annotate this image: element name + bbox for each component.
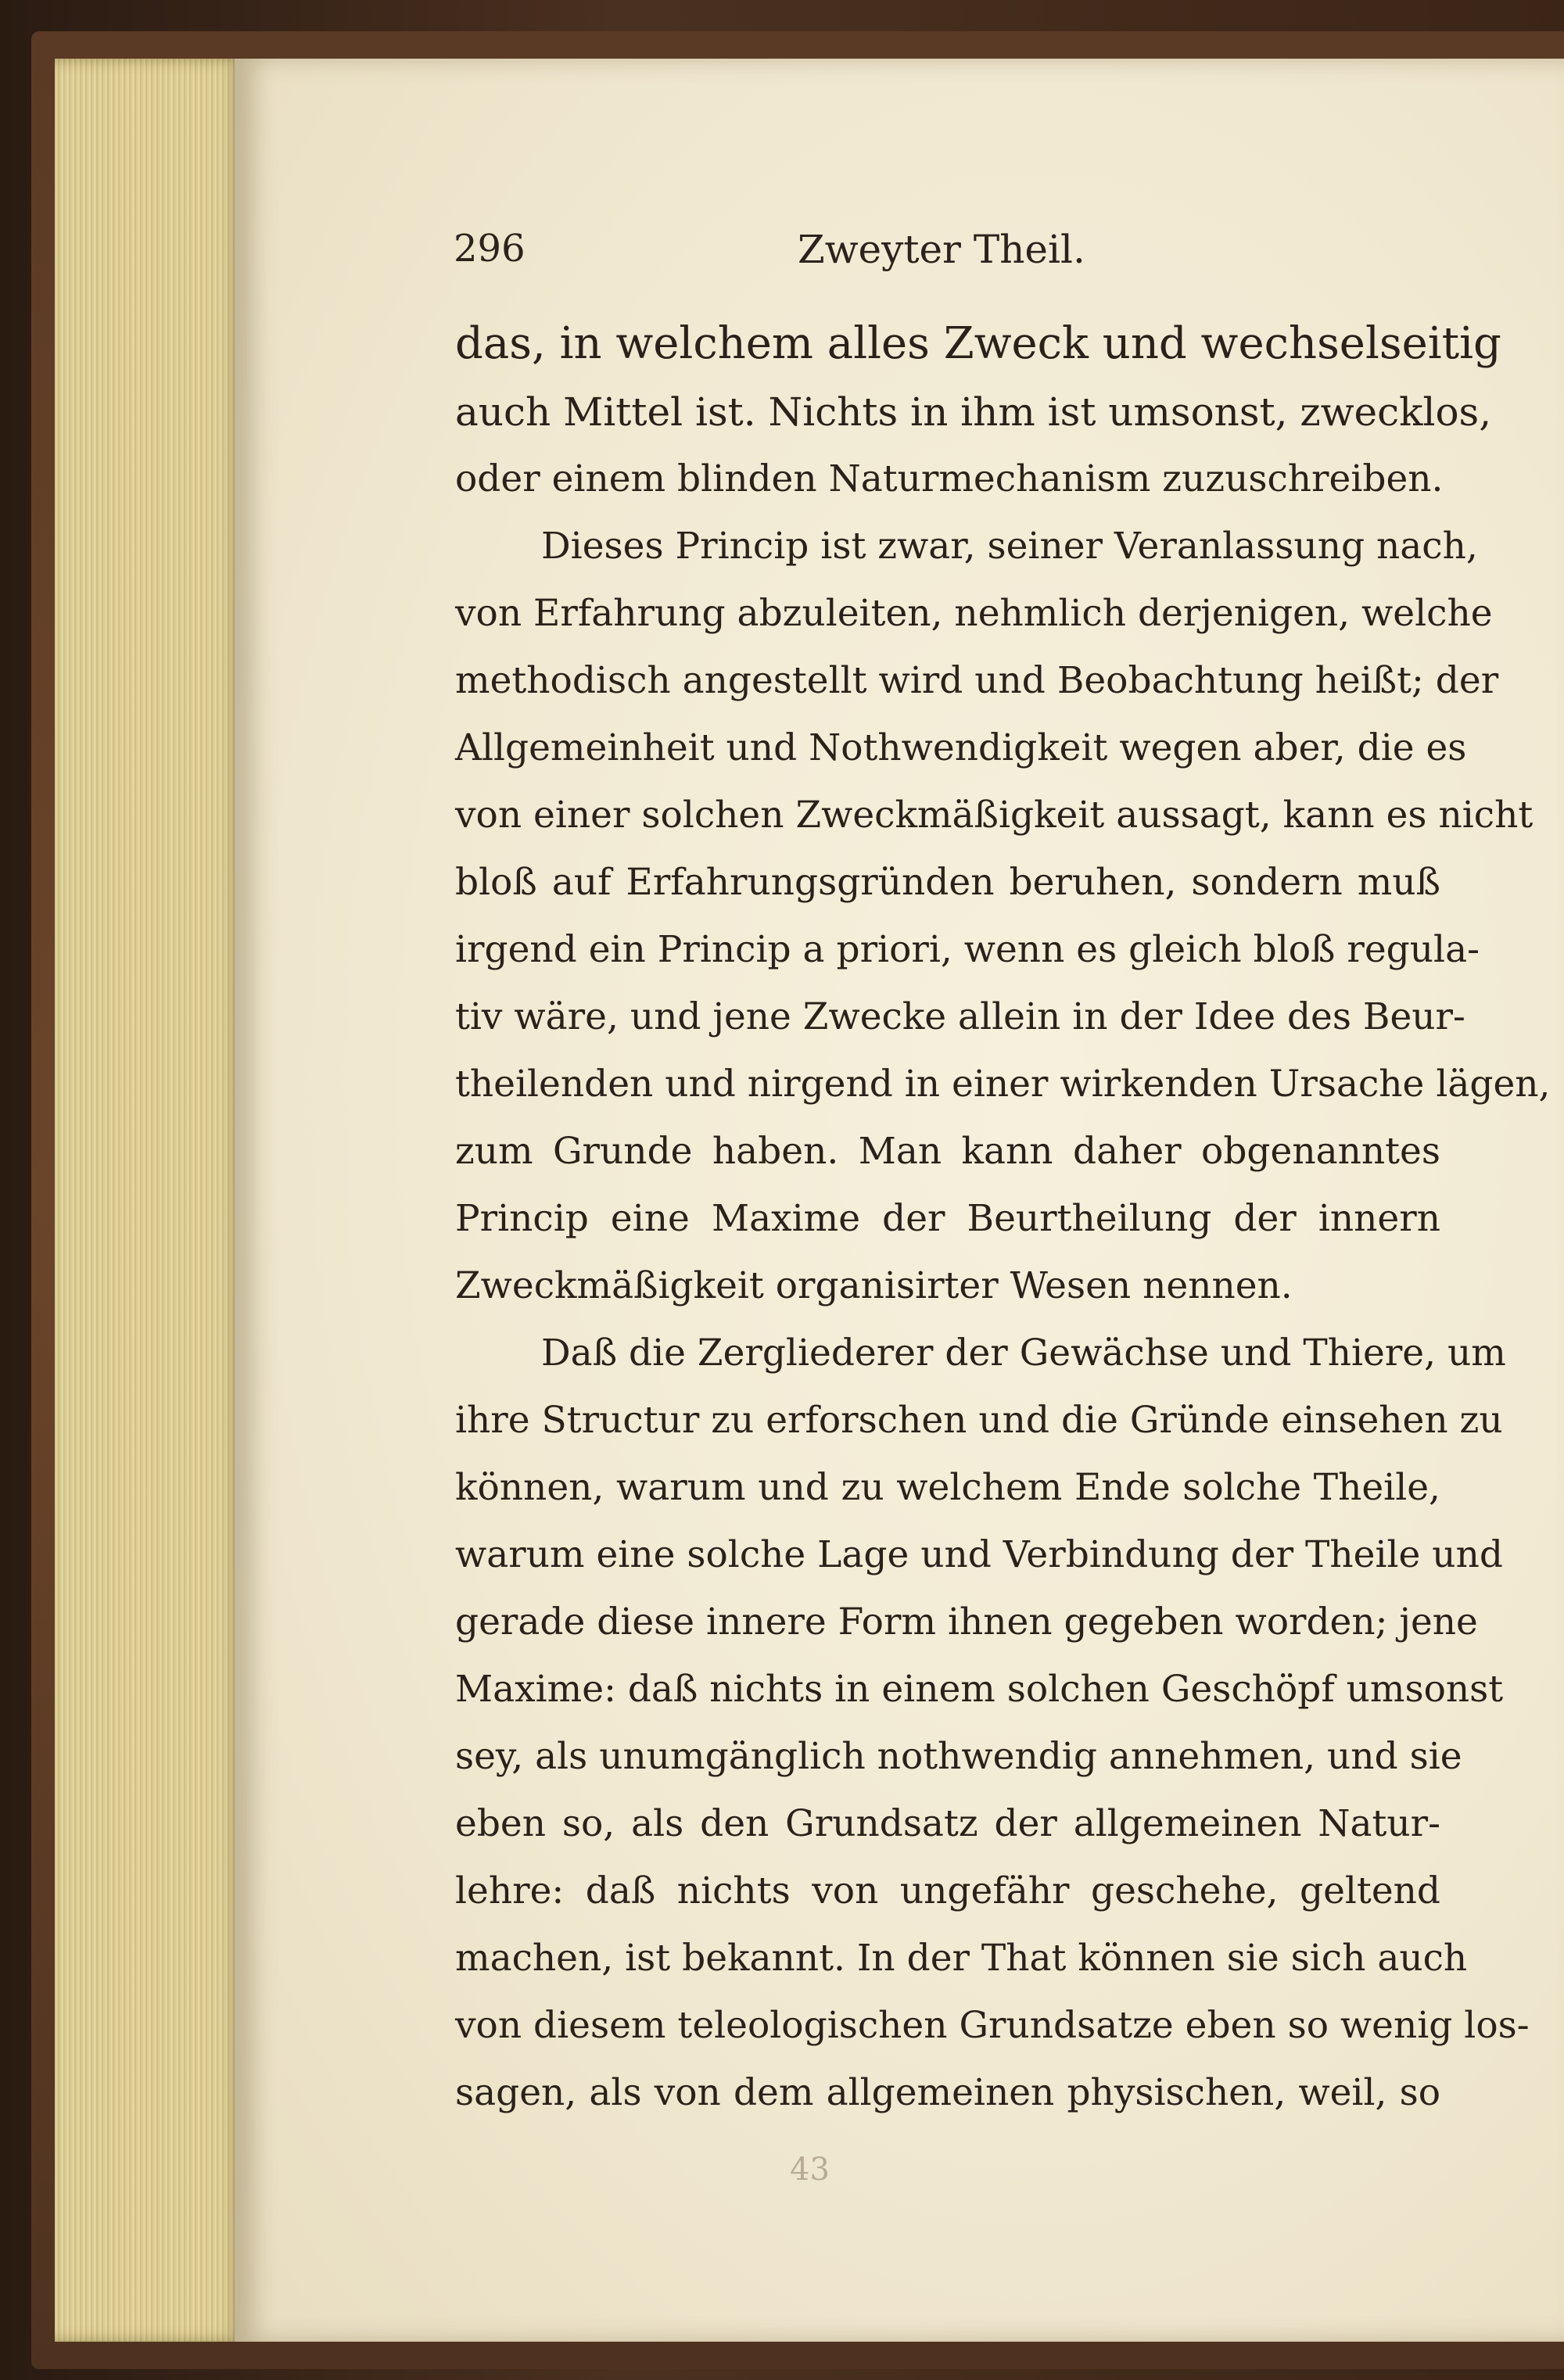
- text-line: machen, ist bekannt. In der That können sie sich auch: [455, 1937, 1468, 1980]
- text-line: zum Grunde haben. Man kann daher obgenanntes: [455, 1130, 1440, 1173]
- running-head-title: Zweyter Theil.: [798, 227, 1085, 272]
- text-line: irgend ein Princip a priori, wenn es gleich bloß regula-: [455, 928, 1480, 971]
- text-line: Allgemeinheit und Nothwendigkeit wegen aber, die es: [455, 726, 1467, 769]
- text-line: lehre: daß nichts von ungefähr geschehe, geltend: [455, 1869, 1440, 1912]
- page-edges: [55, 59, 242, 2342]
- text-line: von einer solchen Zweckmäßigkeit aussagt, kann es nicht: [455, 794, 1534, 837]
- text-line: warum eine solche Lage und Verbindung der Theile und: [455, 1533, 1503, 1576]
- text-line: Zweckmäßigkeit organisirter Wesen nennen.: [455, 1264, 1293, 1307]
- signature-mark: 43: [790, 2152, 830, 2188]
- text-line: bloß auf Erfahrungsgründen beruhen, sondern muß: [455, 861, 1440, 904]
- text-line: Daß die Zergliederer der Gewächse und Thiere, um: [541, 1332, 1506, 1375]
- text-line: Dieses Princip ist zwar, seiner Veranlassung nach,: [541, 525, 1478, 568]
- text-line: können, warum und zu welchem Ende solche Theile,: [455, 1466, 1440, 1509]
- text-line: auch Mittel ist. Nichts in ihm ist umsonst, zwecklos,: [455, 389, 1492, 435]
- text-line: gerade diese innere Form ihnen gegeben worden; jene: [455, 1600, 1478, 1643]
- text-line: von Erfahrung abzuleiten, nehmlich derjenigen, welche: [455, 592, 1493, 635]
- body-text: [455, 310, 1551, 2127]
- text-line: oder einem blinden Naturmechanism zuzuschreiben.: [455, 457, 1444, 500]
- text-line: ihre Structur zu erforschen und die Gründe einsehen zu: [455, 1399, 1503, 1442]
- text-line: sey, als unumgänglich nothwendig annehmen, und sie: [455, 1735, 1462, 1778]
- text-line: Maxime: daß nichts in einem solchen Geschöpf umsonst: [455, 1668, 1504, 1711]
- text-line: sagen, als von dem allgemeinen physischen, weil, so: [455, 2071, 1440, 2114]
- text-line: Princip eine Maxime der Beurtheilung der innern: [455, 1197, 1440, 1240]
- text-line: von diesem teleologischen Grundsatze eben so wenig los-: [455, 2004, 1530, 2047]
- page-number: 296: [454, 227, 526, 271]
- running-head: [454, 227, 1455, 289]
- text-line: theilenden und nirgend in einer wirkenden Ursache lägen,: [455, 1063, 1551, 1106]
- text-line: eben so, als den Grundsatz der allgemeinen Natur-: [455, 1802, 1440, 1845]
- text-line: tiv wäre, und jene Zwecke allein in der Idee des Beur-: [455, 995, 1465, 1038]
- text-line: methodisch angestellt wird und Beobachtung heißt; der: [455, 659, 1499, 702]
- text-line: das, in welchem alles Zweck und wechselseitig: [455, 318, 1501, 369]
